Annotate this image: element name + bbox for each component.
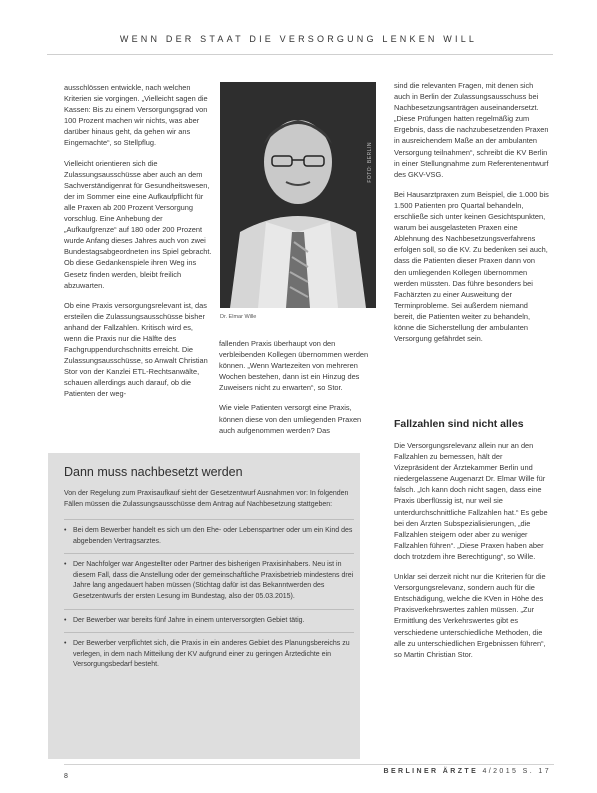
- column-left: [64, 82, 212, 409]
- list-item: • Bei dem Bewerber handelt es sich um den Ehe- oder Lebenspartner oder um ein Kind des abgebenden Vertragsarztes.: [64, 519, 354, 553]
- paragraph: Vielleicht orientieren sich die Zulassungsausschüsse aber auch an dem Sachverständigenrat für Gesundheitswesen, der im Sommer eine eine Aufkaufpflicht für alle Praxen ab 200 Prozent Versorgung vorschlug. Eine Anhebung der „Aufkaufgrenze“ auf 180 oder 200 Prozent wurde Anfang dieses Jahres auch von zwei Bundestagsabgeordneten ins Spiel gebracht. Ob diese Gedankenspiele ihren Weg ins Gesetz finden werden, bleibt freilich abzuwarten.: [64, 158, 212, 290]
- paragraph: Bei Hausarztpraxen zum Beispiel, die 1.000 bis 1.500 Patienten pro Quartal behandeln, erschließe sich unter keinen Gesichtspunkten, warum bei ausgelasteten Praxen eine Ablehnung des Nachbesetzungsverfahrens erfolgen soll, so die KV. Zu bedenken sei auch, dass die Patienten dieser Praxen dann von den umliegenden Kollegen übernommen werden müssten. Das führe besonders bei Fachärzten zu einer Ausweitung der Terminprobleme. Sei außerdem niemand bereit, die Patienten weiter zu behandeln, könne die Sicherstellung der ambulanten Versorgung gefährdet sein.: [394, 189, 549, 344]
- info-box-title: Dann muss nachbesetzt werden: [64, 465, 243, 479]
- footer-rule: [64, 764, 554, 765]
- bullet-icon: •: [64, 640, 67, 648]
- page-number: 8: [64, 773, 68, 780]
- paragraph: Unklar sei derzeit nicht nur die Kriterien für die Versorgungsrelevanz, sondern auch für die Entschädigung, welche die KVen in Höhe des Praxisverkehrswertes zahlen müssen. „Zur Ermittlung des Verkehrswertes gibt es verschiedene unterschiedliche Methoden, die alle zu unterschiedlichen Ergebnissen führen“, so Martin Christian Stor.: [394, 572, 546, 659]
- bullet-icon: •: [64, 616, 67, 624]
- paragraph: Die Versorgungsrelevanz allein nur an den Fallzahlen zu bemessen, hält der Vizepräsident der Ärztekammer Berlin und niedergelassene Augenarzt Dr. Elmar Wille für falsch. „Ich kann doch nicht sagen, dass eine Praxis überflüssig ist, nur weil sie unterdurchschnittliche Fallzahlen hat.“ Es gebe bei den Ärzten Subspezialisierungen, „die Fallzahlen steigern oder aber zu weniger Fallzahlen führen“. „Diese Praxen haben aber doch trotzdem ihre Berechtigung“, so Wille.: [394, 441, 548, 561]
- bullet-icon: •: [64, 527, 67, 534]
- portrait-photo: [220, 82, 376, 308]
- column-right: [394, 80, 549, 353]
- running-head: WENN DER STAAT DIE VERSORGUNG LENKEN WILL: [119, 34, 478, 44]
- photo-credit: FOTO: BERLIN: [367, 142, 373, 183]
- footer: [383, 768, 551, 775]
- info-box: [48, 453, 360, 759]
- header-rule: [47, 54, 553, 55]
- paragraph: ausschlössen entwickle, nach welchen Kriterien sie vorgingen. „Vielleicht sagen die Kassen: Bis zu einem Versorgungsgrad von 100 Prozent machen wir nichts, was aber darüber hinaus geht, da gehen wir ans Eingemachte“, so Stellpflug.: [64, 83, 208, 148]
- paragraph: fallenden Praxis überhaupt von den verbleibenden Kollegen übernommen werden können. „Wenn Wartezeiten von mehreren Wochen bestehen, dann ist ein Hinzug des Zuweisers nicht zu erwarten“, so Stor.: [219, 339, 369, 393]
- list-item: • Der Bewerber verpflichtet sich, die Praxis in ein anderes Gebiet des Planungsbereichs zu verlegen, in dem nach Mitteilung der KV aufgrund einer zu geringen Ärztedichte ein Versorgungsbedarf besteht.: [64, 632, 354, 677]
- column-middle: [219, 338, 376, 445]
- issue-label: 4/2015 S. 17: [482, 768, 551, 775]
- photo-caption: Dr. Elmar Wille: [220, 314, 257, 320]
- info-box-list: [64, 519, 354, 677]
- portrait-illustration: [220, 82, 376, 308]
- info-box-intro: Von der Regelung zum Praxisaufkauf sieht der Gesetzentwurf Ausnahmen vor: In folgenden Fällen müssen die Zulassungsausschüsse dem Antrag auf Nachbesetzung stattgeben:: [64, 490, 349, 508]
- column-right-lower: [394, 440, 549, 669]
- section-subheading: Fallzahlen sind nicht alles: [394, 418, 524, 430]
- list-item: • Der Nachfolger war Angestellter oder Partner des bisherigen Praxisinhabers. Neu ist in diesem Fall, dass die Anstellung oder der gemeinschaftliche Praxisbetrieb mindestens drei Jahre lang angedauert haben müssen (Stichtag dafür ist das Bekanntwerden des Gesetzentwurfs der ersten Lesung im Bundestag, also der 05.03.2015).: [64, 553, 354, 608]
- paragraph: Wie viele Patienten versorgt eine Praxis, können diese von den umliegenden Praxen auch aufgenommen werden? Das: [219, 403, 362, 435]
- paragraph: Ob eine Praxis versorgungsrelevant ist, das ersteilen die Zulassungsausschüsse bisher anhand der Fallzahlen. Kritisch wird es, wenn die Praxis nur die Hälfte des Fachgruppendurchschnitts erreicht. Die Zulassungsausschüsse, so Anwalt Christian Stor von der Kanzlei ETL-Rechtsanwälte, schauen allerdings auch darauf, ob die Patienten der weg-: [64, 300, 208, 399]
- magazine-name: BERLINER ÄRZTE: [383, 768, 479, 775]
- list-item: • Der Bewerber war bereits fünf Jahre in einem unterversorgten Gebiet tätig.: [64, 609, 354, 633]
- bullet-icon: •: [64, 561, 67, 569]
- paragraph: sind die relevanten Fragen, mit denen sich auch in Berlin der Zulassungsausschuss bei Nachbesetzungsanträgen auseinandersetzt. „Diese Prüfungen hatten regelmäßig zum Ergebnis, dass die nachzubesetzenden Praxen in ausreichendem Maße an der ambulanten Versorgung teilnahmen“, schreibt die KV Berlin in einer Stellungnahme zum Referentenentwurf des GKV-VSG.: [394, 81, 549, 179]
